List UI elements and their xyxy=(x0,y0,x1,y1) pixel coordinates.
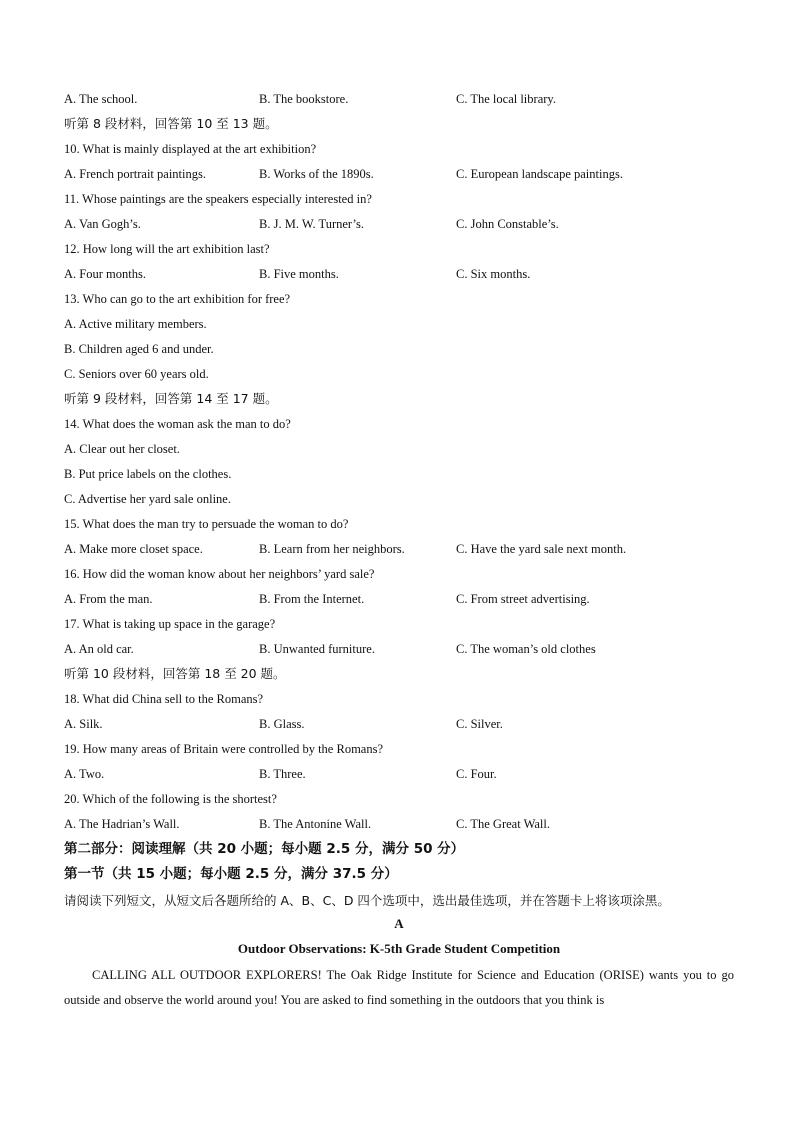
option-a: A. Silk. xyxy=(64,717,103,731)
q13-option-c: C. Seniors over 60 years old. xyxy=(64,367,209,381)
option-c: C. John Constable’s. xyxy=(456,217,559,231)
option-b: B. The Antonine Wall. xyxy=(259,817,372,831)
q10-stem: 10. What is mainly displayed at the art exhibition? xyxy=(64,142,317,156)
option-c: C. Six months. xyxy=(456,267,531,281)
q12-stem: 12. How long will the art exhibition last? xyxy=(64,242,270,256)
option-c: C. The local library. xyxy=(456,92,556,106)
section-9-instruction: 听第 9 段材料，回答第 14 至 17 题。 xyxy=(64,391,278,406)
passage-paragraph: CALLING ALL OUTDOOR EXPLORERS! The Oak Ridge Institute for Science and Education (ORISE) wants you to go outside and observe the world around you! You are asked to find something in the outdoors that you think is xyxy=(64,968,734,1007)
option-a: A. French portrait paintings. xyxy=(64,167,206,181)
option-a: A. Two. xyxy=(64,767,105,781)
q14-stem: 14. What does the woman ask the man to do? xyxy=(64,417,291,431)
q10-options xyxy=(64,163,734,188)
q15-stem: 15. What does the man try to persuade the woman to do? xyxy=(64,517,349,531)
section-1-heading: 第一节（共 15 小题；每小题 2.5 分，满分 37.5 分） xyxy=(64,866,398,882)
section-10-instruction: 听第 10 段材料，回答第 18 至 20 题。 xyxy=(64,666,286,681)
option-a: A. Make more closet space. xyxy=(64,542,203,556)
reading-instructions: 请阅读下列短文，从短文后各题所给的 A、B、C、D 四个选项中，选出最佳选项，并在答题卡上将该项涂黑。 xyxy=(64,893,670,908)
passage-title: Outdoor Observations: K-5th Grade Student Competition xyxy=(237,941,561,956)
option-c: C. From street advertising. xyxy=(456,592,590,606)
q11-options xyxy=(64,213,734,238)
q12-options xyxy=(64,263,734,288)
q9-options xyxy=(64,88,734,113)
q16-options xyxy=(64,588,734,613)
option-b: B. Three. xyxy=(259,767,306,781)
q20-stem: 20. Which of the following is the shortest? xyxy=(64,792,277,806)
q18-options xyxy=(64,713,734,738)
q19-stem: 19. How many areas of Britain were controlled by the Romans? xyxy=(64,742,384,756)
option-b: B. Unwanted furniture. xyxy=(259,642,375,656)
q20-options xyxy=(64,813,734,838)
option-c: C. European landscape paintings. xyxy=(456,167,623,181)
q17-stem: 17. What is taking up space in the garage? xyxy=(64,617,276,631)
option-a: A. From the man. xyxy=(64,592,153,606)
option-b: B. Learn from her neighbors. xyxy=(259,542,405,556)
option-c: C. The woman’s old clothes xyxy=(456,642,596,656)
q14-option-a: A. Clear out her closet. xyxy=(64,442,180,456)
q11-stem: 11. Whose paintings are the speakers especially interested in? xyxy=(64,192,372,206)
option-b: B. The bookstore. xyxy=(259,92,349,106)
q17-options xyxy=(64,638,734,663)
q18-stem: 18. What did China sell to the Romans? xyxy=(64,692,264,706)
part-2-heading: 第二部分：阅读理解（共 20 小题；每小题 2.5 分，满分 50 分） xyxy=(64,841,465,857)
q14-option-b: B. Put price labels on the clothes. xyxy=(64,467,232,481)
option-c: C. Four. xyxy=(456,767,497,781)
option-c: C. Silver. xyxy=(456,717,503,731)
option-b: B. Glass. xyxy=(259,717,305,731)
option-a: A. An old car. xyxy=(64,642,134,656)
section-8-instruction: 听第 8 段材料，回答第 10 至 13 题。 xyxy=(64,116,278,131)
passage-letter: A xyxy=(394,916,404,931)
option-a: A. Four months. xyxy=(64,267,146,281)
q14-option-c: C. Advertise her yard sale online. xyxy=(64,492,231,506)
option-a: A. The school. xyxy=(64,92,138,106)
option-a: A. The Hadrian’s Wall. xyxy=(64,817,180,831)
option-c: C. The Great Wall. xyxy=(456,817,550,831)
q15-options xyxy=(64,538,734,563)
q13-option-b: B. Children aged 6 and under. xyxy=(64,342,214,356)
q19-options xyxy=(64,763,734,788)
q16-stem: 16. How did the woman know about her neighbors’ yard sale? xyxy=(64,567,375,581)
exam-page xyxy=(64,88,734,1013)
q13-option-a: A. Active military members. xyxy=(64,317,207,331)
q13-stem: 13. Who can go to the art exhibition for free? xyxy=(64,292,291,306)
option-a: A. Van Gogh’s. xyxy=(64,217,141,231)
option-b: B. J. M. W. Turner’s. xyxy=(259,217,365,231)
option-b: B. Works of the 1890s. xyxy=(259,167,374,181)
option-b: B. From the Internet. xyxy=(259,592,365,606)
option-c: C. Have the yard sale next month. xyxy=(456,542,627,556)
option-b: B. Five months. xyxy=(259,267,339,281)
